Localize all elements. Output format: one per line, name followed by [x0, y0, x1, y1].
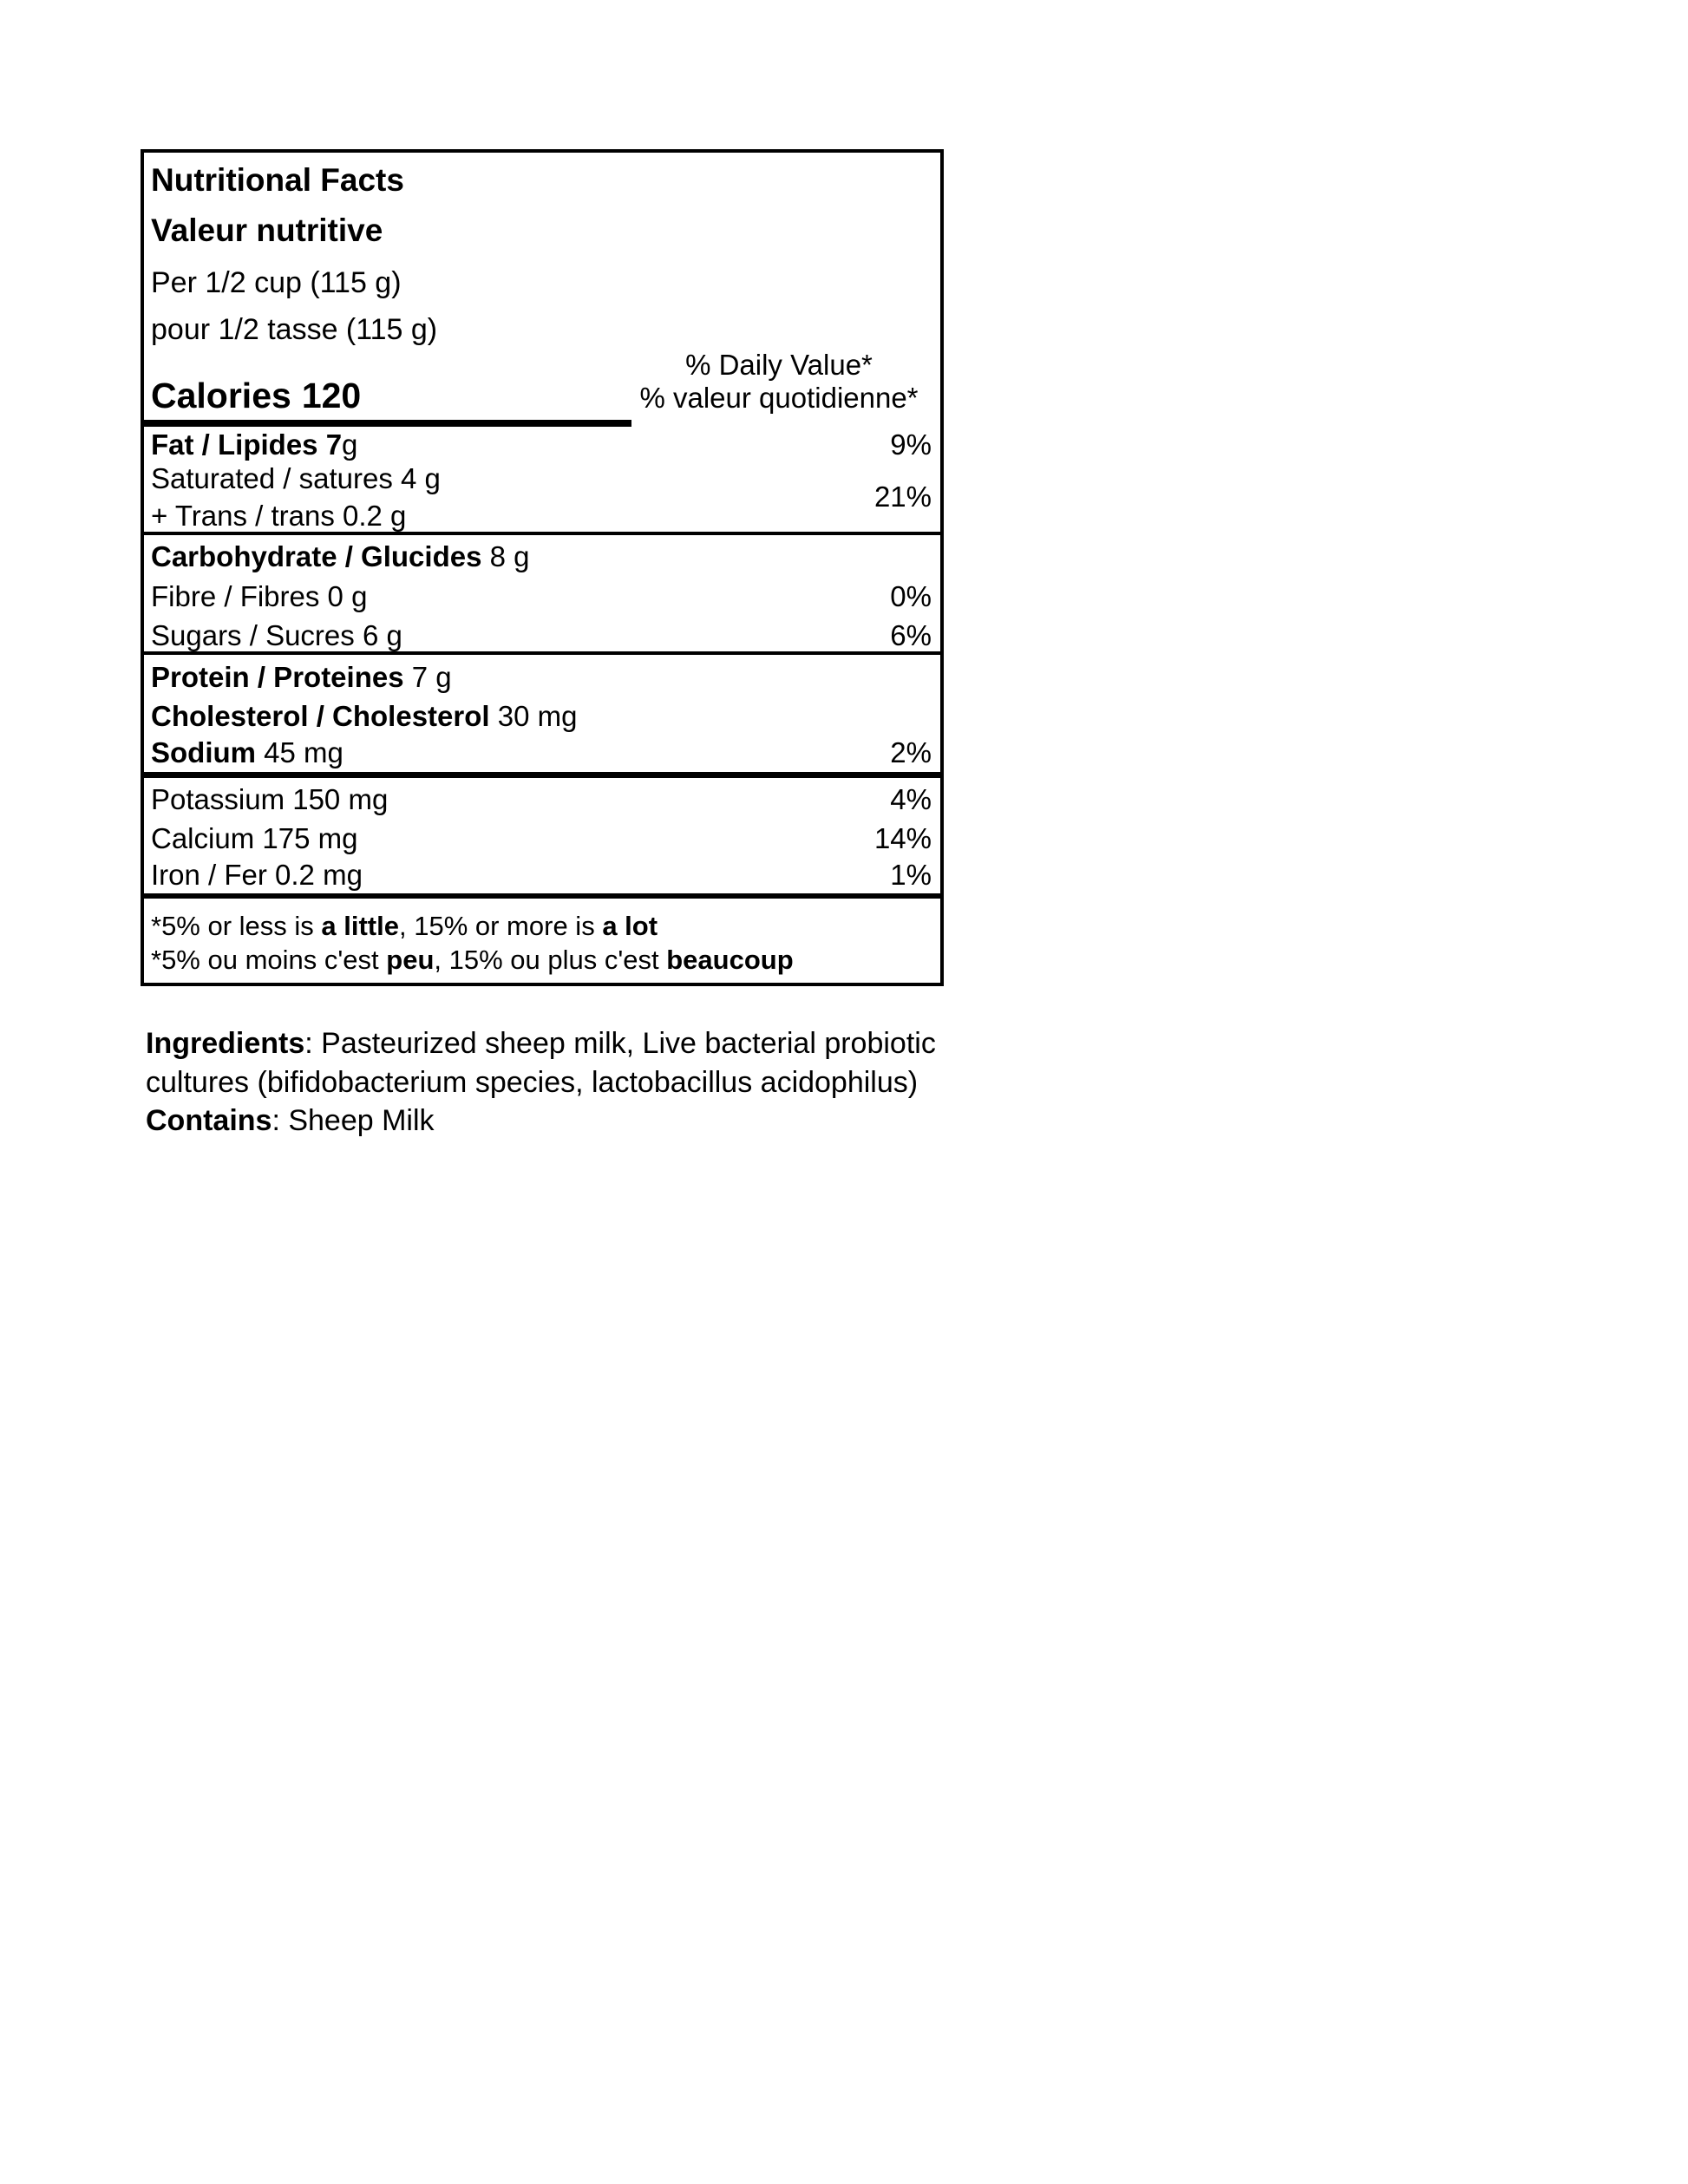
ingredients-line-2: cultures (bifidobacterium species, lactobacillus acidophilus): [146, 1066, 919, 1099]
protein-label: Protein / Proteines 7 g: [151, 661, 452, 693]
nutrient-row-cholesterol: [144, 700, 940, 733]
saturated-label: Saturated / satures 4 g: [151, 462, 441, 494]
label-title-fr: Valeur nutritive: [151, 213, 383, 248]
iron-daily-value: 1%: [890, 859, 932, 891]
fibre-daily-value: 0%: [890, 580, 932, 612]
sugars-daily-value: 6%: [890, 619, 932, 651]
contains-label: Contains: [146, 1104, 272, 1137]
nutrient-row-iron: [144, 859, 940, 892]
calories-value: 120: [301, 376, 362, 415]
nutrient-row-sodium: [144, 736, 940, 769]
nutrient-row-trans: [144, 500, 940, 533]
nutrient-row-calcium: [144, 822, 940, 855]
serving-size-en: Per 1/2 cup (115 g): [151, 266, 402, 299]
calcium-daily-value: 14%: [873, 822, 932, 854]
nutrient-row-protein: [144, 661, 940, 694]
sodium-label: Sodium 45 mg: [151, 736, 343, 768]
nutrient-row-fibre: [144, 580, 940, 613]
nutrient-row-potassium: [144, 783, 940, 816]
label-title-en: Nutritional Facts: [151, 162, 404, 198]
potassium-daily-value: 4%: [890, 783, 932, 815]
section-divider: [144, 532, 940, 535]
nutrient-row-carbohydrate: [144, 540, 940, 573]
cholesterol-label: Cholesterol / Cholesterol 30 mg: [151, 700, 578, 732]
carbohydrate-label: Carbohydrate / Glucides 8 g: [151, 540, 530, 572]
iron-label: Iron / Fer 0.2 mg: [151, 859, 363, 891]
calories-label: Calories: [151, 376, 291, 415]
nutrition-facts-label: [141, 149, 944, 986]
sodium-daily-value: 2%: [890, 736, 932, 768]
section-divider-thick: [144, 772, 940, 778]
calories-separator-bar: [144, 420, 631, 427]
nutrient-row-saturated: [144, 462, 940, 495]
nutrient-row-sugars: [144, 619, 940, 652]
fibre-label: Fibre / Fibres 0 g: [151, 580, 368, 612]
ingredients-line-1: Ingredients: Pasteurized sheep milk, Live bacterial probiotic: [146, 1027, 936, 1060]
fat-label: Fat / Lipides 7g: [151, 428, 358, 461]
footnote-fr: *5% ou moins c'est peu, 15% ou plus c'est beaucoup: [151, 945, 794, 975]
footnote-en: *5% or less is a little, 15% or more is a lot: [151, 911, 658, 941]
daily-value-header-fr: % valeur quotidienne*: [639, 382, 919, 414]
potassium-label: Potassium 150 mg: [151, 783, 389, 815]
section-divider-thick: [144, 893, 940, 899]
calories-row: [151, 375, 361, 416]
nutrient-row-fat: [144, 428, 940, 461]
trans-label: + Trans / trans 0.2 g: [151, 500, 407, 532]
serving-size-fr: pour 1/2 tasse (115 g): [151, 313, 438, 346]
sugars-label: Sugars / Sucres 6 g: [151, 619, 402, 651]
section-divider: [144, 651, 940, 655]
calcium-label: Calcium 175 mg: [151, 822, 358, 854]
ingredients-label: Ingredients: [146, 1027, 305, 1060]
daily-value-header-en: % Daily Value*: [685, 349, 873, 381]
contains-line: Contains: Sheep Milk: [146, 1104, 435, 1137]
fat-daily-value: 9%: [890, 428, 932, 461]
saturated-trans-daily-value: 21%: [873, 481, 932, 513]
